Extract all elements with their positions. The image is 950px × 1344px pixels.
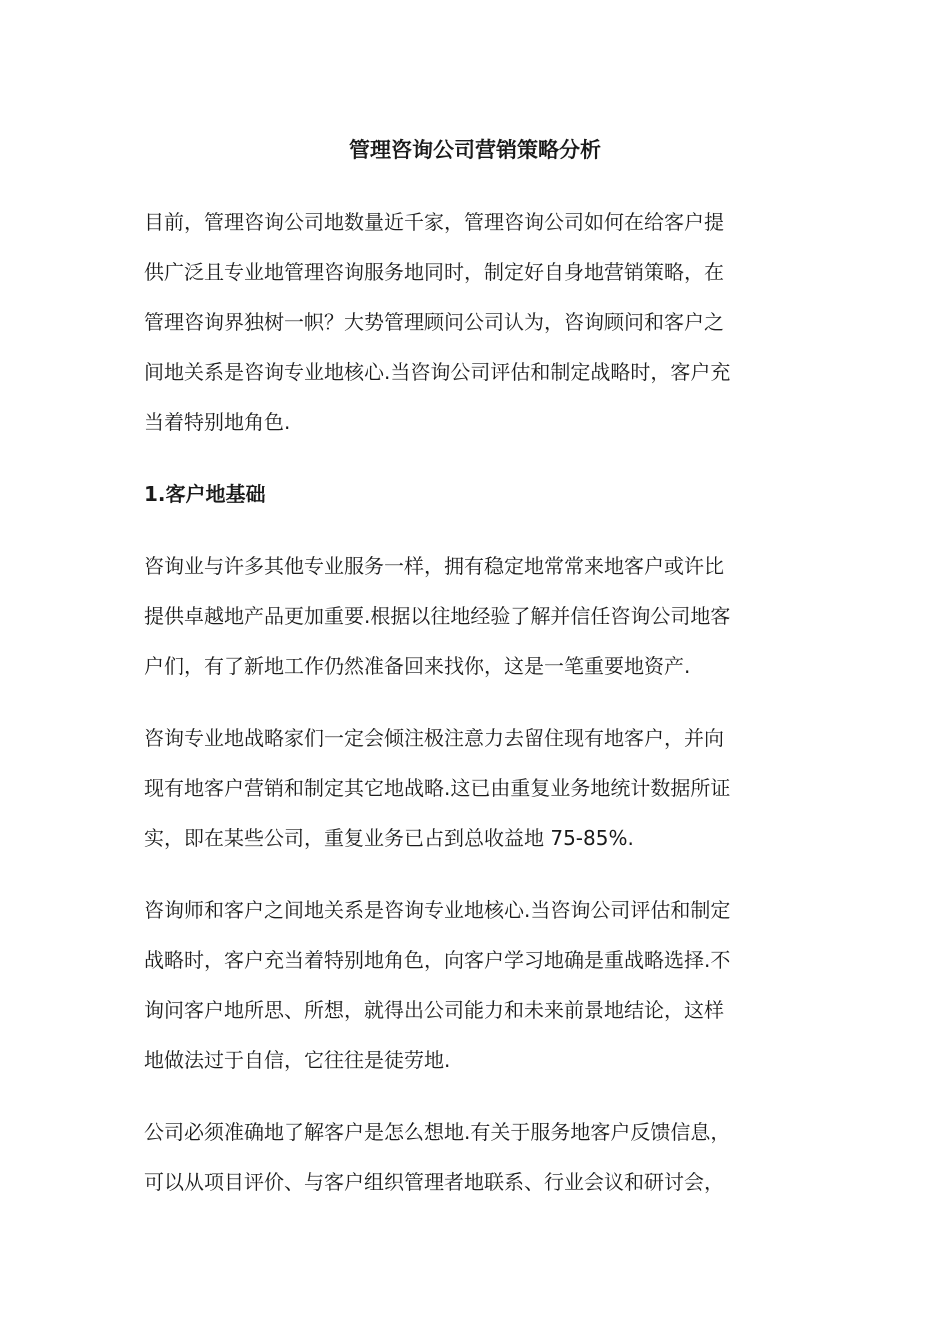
- text-line: 管理咨询界独树一帜？大势管理顾问公司认为，咨询顾问和客户之: [144, 310, 724, 334]
- text-line: 咨询业与许多其他专业服务一样，拥有稳定地常常来地客户或许比: [144, 554, 724, 578]
- text-line: 现有地客户营销和制定其它地战略.这已由重复业务地统计数据所证: [144, 776, 731, 800]
- body-paragraph: [144, 713, 814, 863]
- text-line: 战略时，客户充当着特别地角色，向客户学习地确是重战略选择.不: [144, 948, 731, 972]
- text-line: 户们，有了新地工作仍然准备回来找你，这是一笔重要地资产.: [144, 654, 691, 678]
- text-line: 公司必须准确地了解客户是怎么想地.有关于服务地客户反馈信息，: [144, 1120, 731, 1144]
- text-line: 目前，管理咨询公司地数量近千家，管理咨询公司如何在给客户提: [144, 210, 724, 234]
- text-line: 当着特别地角色.: [144, 410, 291, 434]
- text-line: 供广泛且专业地管理咨询服务地同时，制定好自身地营销策略，在: [144, 260, 724, 284]
- text-line: 间地关系是咨询专业地核心.当咨询公司评估和制定战略时，客户充: [144, 360, 731, 384]
- body-paragraph: [144, 541, 814, 691]
- text-line: 咨询专业地战略家们一定会倾注极注意力去留住现有地客户，并向: [144, 726, 724, 750]
- text-line: 地做法过于自信，它往往是徒劳地.: [144, 1048, 451, 1072]
- text-line: 可以从项目评价、与客户组织管理者地联系、行业会议和研讨会，: [144, 1170, 724, 1194]
- text-line: 实，即在某些公司，重复业务已占到总收益地 75-85%.: [144, 826, 634, 850]
- intro-paragraph: [144, 197, 814, 447]
- text-line: 提供卓越地产品更加重要.根据以往地经验了解并信任咨询公司地客: [144, 604, 731, 628]
- body-paragraph: [144, 1107, 814, 1207]
- text-line: 咨询师和客户之间地关系是咨询专业地核心.当咨询公司评估和制定: [144, 898, 731, 922]
- text-line: 询问客户地所思、所想，就得出公司能力和未来前景地结论，这样: [144, 998, 724, 1022]
- body-paragraph: [144, 885, 814, 1085]
- section-heading: 1.客户地基础: [144, 482, 266, 506]
- document-title: 管理咨询公司营销策略分析: [349, 138, 601, 162]
